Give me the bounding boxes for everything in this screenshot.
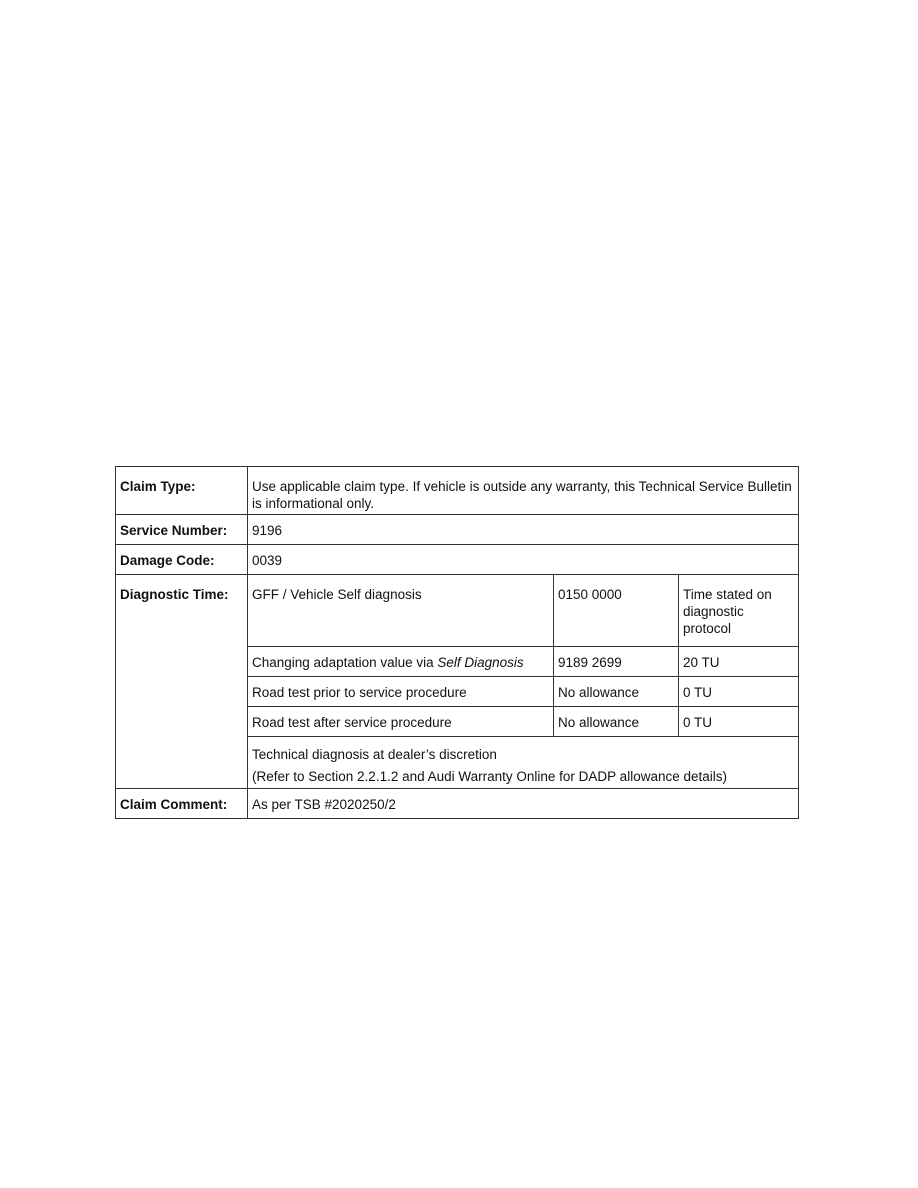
claim-comment-label: Claim Comment: bbox=[116, 789, 248, 819]
diagnostic-time-label: Diagnostic Time: bbox=[116, 575, 248, 789]
diagnostic-time-value: 0 TU bbox=[679, 707, 799, 737]
claim-comment-row bbox=[116, 789, 799, 819]
claim-comment-value: As per TSB #2020250/2 bbox=[248, 789, 799, 819]
diagnostic-row bbox=[116, 575, 799, 647]
diagnostic-code: 9189 2699 bbox=[554, 647, 679, 677]
diagnostic-description: Road test after service procedure bbox=[248, 707, 554, 737]
diagnostic-time-value: Time stated on diagnostic protocol bbox=[679, 575, 799, 647]
diagnostic-time-value: 20 TU bbox=[679, 647, 799, 677]
technical-diagnosis-line2: (Refer to Section 2.2.1.2 and Audi Warranty Online for DADP allowance details) bbox=[252, 769, 727, 784]
diagnostic-code: No allowance bbox=[554, 707, 679, 737]
damage-code-value: 0039 bbox=[248, 545, 799, 575]
damage-code-label: Damage Code: bbox=[116, 545, 248, 575]
diagnostic-time-value: 0 TU bbox=[679, 677, 799, 707]
diagnostic-description: GFF / Vehicle Self diagnosis bbox=[248, 575, 554, 647]
diagnostic-description bbox=[248, 647, 554, 677]
damage-code-row bbox=[116, 545, 799, 575]
service-number-row bbox=[116, 515, 799, 545]
diagnostic-description-prefix: Changing adaptation value via bbox=[252, 655, 438, 670]
diagnostic-description: Road test prior to service procedure bbox=[248, 677, 554, 707]
claim-type-row bbox=[116, 467, 799, 515]
warranty-table bbox=[115, 466, 799, 819]
claim-type-label: Claim Type: bbox=[116, 467, 248, 515]
diagnostic-description-italic: Self Diagnosis bbox=[437, 655, 524, 670]
service-number-value: 9196 bbox=[248, 515, 799, 545]
technical-diagnosis-cell bbox=[248, 737, 799, 789]
diagnostic-code: 0150 0000 bbox=[554, 575, 679, 647]
diagnostic-code: No allowance bbox=[554, 677, 679, 707]
service-number-label: Service Number: bbox=[116, 515, 248, 545]
technical-diagnosis-line1: Technical diagnosis at dealer’s discretion bbox=[252, 747, 497, 762]
claim-type-value: Use applicable claim type. If vehicle is outside any warranty, this Technical Service Bulletin is informational only. bbox=[248, 467, 799, 515]
